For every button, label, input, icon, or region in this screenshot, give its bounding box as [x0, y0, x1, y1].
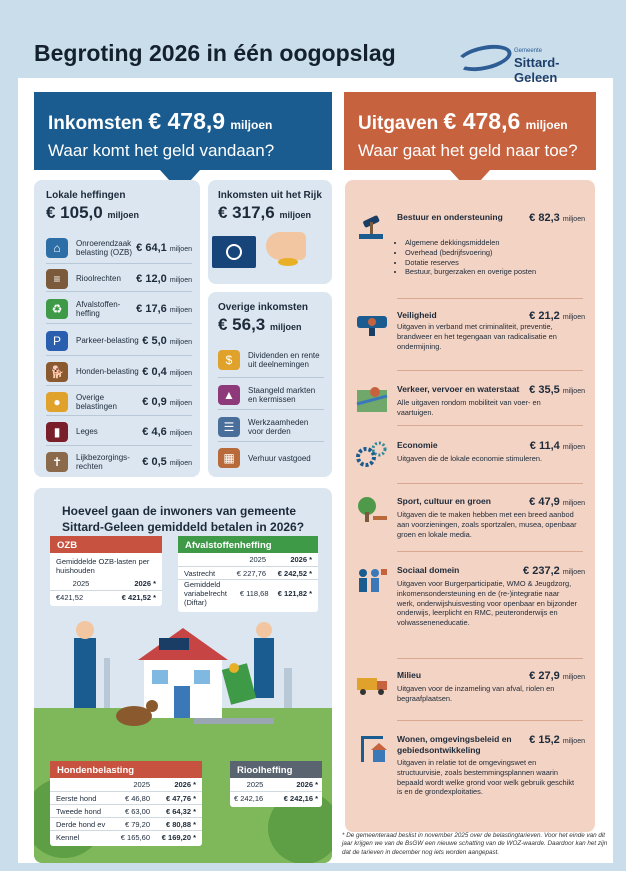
divider [397, 483, 583, 484]
spending-bullet: • Dotatie reserves [405, 258, 577, 268]
logo-name: Sittard-Geleen [514, 55, 560, 85]
other-income-row [218, 412, 324, 442]
spending-value: € 237,2 [523, 565, 560, 577]
levy-row [46, 266, 192, 292]
passport-icon: ▮ [46, 422, 68, 442]
other-income-row [218, 342, 324, 378]
income-question: Waar komt het geld vandaan? [48, 141, 275, 160]
ozb-card-title: OZB [50, 536, 162, 553]
dog-row-2026: € 47,76 * [165, 793, 196, 803]
clipboard-icon: ☰ [218, 417, 240, 437]
spending-unit: miljoen [562, 569, 585, 576]
spending-item [353, 384, 585, 428]
levy-row [46, 326, 192, 356]
spending-item [353, 734, 585, 814]
residents-panel [34, 488, 332, 863]
park-tree-icon [355, 496, 389, 526]
spending-title: Verkeer, vervoer en waterstaat [397, 384, 520, 394]
levy-row [46, 294, 192, 324]
dog-row-2025: € 79,20 [124, 819, 150, 829]
sewer-levy-title: Rioolheffing [230, 761, 322, 778]
waste-row-label: Gemiddeld variabelrecht (Diftar) [184, 580, 227, 607]
other-income-amount: € 56,3 [218, 315, 266, 334]
spending-desc: Uitgaven in verband met criminaliteit, preventie, brandweer en het tegengaan van radicalisatie en ondermijning. [397, 322, 557, 351]
spending-unit: miljoen [562, 674, 585, 681]
sewer-value-2025: € 242,16 [234, 793, 264, 803]
divider [397, 720, 583, 721]
divider [397, 658, 583, 659]
dog-row-label: Eerste hond [56, 793, 97, 803]
sewer-icon: ≡ [46, 269, 68, 289]
spending-item [353, 670, 585, 720]
spending-desc: Alle uitgaven rondom mobiliteit van voer- en vaartuigen. [397, 398, 541, 417]
spending-desc: Uitgaven in relatie tot de omgevingswet en structuurvisie, zoals bestemmingsplannen waarin bepaald wordt welke grond voor welk gebruik geschikt is en de grondexploitaties. [397, 758, 575, 797]
waste-year-2025: 2025 [249, 555, 266, 564]
spending-value: € 35,5 [529, 384, 560, 396]
levy-label: Onroerendzaak belasting (OZB) [76, 238, 133, 257]
sewer-value-2026: € 242,16 * [283, 793, 318, 803]
gavel-icon [355, 212, 389, 242]
dividend-chart-icon: $ [218, 350, 240, 370]
waste-year-2026: 2026 * [290, 555, 312, 564]
security-camera-icon [355, 310, 389, 340]
spending-value: € 82,3 [529, 212, 560, 224]
spending-item [353, 496, 585, 568]
dog-row-2026: € 169,20 * [161, 832, 196, 842]
waste-row-2025: € 227,76 [236, 568, 266, 578]
garbage-truck-icon [355, 670, 389, 700]
spending-item [353, 212, 585, 302]
levy-value: € 4,6 [142, 425, 167, 438]
spending-label: Uitgaven [358, 113, 439, 134]
divider [397, 551, 583, 552]
spending-value: € 47,9 [529, 496, 560, 508]
divider [397, 298, 583, 299]
spending-desc: Uitgaven voor Burgerparticipatie, WMO & Jeugdzorg, inkomensondersteuning en de (re-)integratie naar werk, onderwijshuisvesting voor openbaar en bijzonder onderwijs, leerplicht en RMC, peuteronderwijs en volwasseneneducatie. [397, 579, 577, 628]
levy-unit: miljoen [169, 399, 192, 407]
levy-label: Rioolrechten [76, 274, 121, 283]
spending-unit: miljoen [562, 388, 585, 395]
spending-title: Sociaal domein [397, 565, 460, 575]
dog-row-label: Tweede hond [56, 806, 102, 816]
waste-row-2026: € 242,52 * [277, 568, 312, 578]
levy-unit: miljoen [169, 460, 192, 467]
state-income-amount: € 317,6 [218, 203, 275, 222]
spending-value: € 21,2 [529, 310, 560, 322]
spending-unit: miljoen [562, 444, 585, 451]
waste-levy-title: Afvalstoffenheffing [178, 536, 318, 553]
map-pin-icon [355, 384, 389, 414]
parking-icon: P [46, 331, 68, 351]
dog-tax-card [50, 761, 202, 846]
spending-title: Milieu [397, 670, 422, 680]
government-emblem-icon [212, 236, 256, 268]
spending-bullets [397, 238, 577, 277]
house-icon: ⌂ [46, 238, 68, 258]
other-income-title: Overige inkomsten [218, 302, 309, 313]
logo-subtitle: Gemeente [514, 48, 543, 54]
spending-desc: Uitgaven die te maken hebben met een breed aanbod aan voorzieningen, zoals sportzalen, musea, openbaar groen en lokale media. [397, 510, 577, 539]
dog-row-label: Derde hond ev [56, 819, 106, 829]
spending-item [353, 440, 585, 480]
spending-value: € 11,4 [529, 440, 560, 452]
other-income-panel [208, 292, 332, 477]
bin-icon: ♻ [46, 299, 68, 319]
income-label: Inkomsten [48, 113, 144, 134]
local-levies-title: Lokale heffingen [46, 190, 126, 201]
spending-unit: miljoen [562, 314, 585, 321]
ozb-year-2025: 2025 [72, 579, 90, 588]
other-income-row [218, 380, 324, 410]
footnote: * De gemeenteraad beslist in november 2025 over de belastingtarieven. Voor het einde van dit jaar krijgen we van de BsGW een nieuwe schatting van de WOZ-waarde. Daardoor kan het zijn dat de tarieven in december nog iets worden aangepast. [342, 832, 608, 856]
other-income-label: Verhuur vastgoed [248, 453, 311, 463]
state-income-title: Inkomsten uit het Rijk [218, 190, 322, 201]
levy-unit: miljoen [169, 245, 192, 253]
rental-building-icon: ▦ [218, 448, 240, 468]
municipality-logo [456, 42, 596, 85]
sewer-year-2025: 2025 [246, 780, 264, 789]
divider [397, 370, 583, 371]
levy-value: € 17,6 [136, 302, 167, 315]
state-income-unit: miljoen [279, 210, 311, 220]
other-income-unit: miljoen [270, 322, 302, 332]
other-income-row [218, 444, 324, 472]
levy-label: Parkeer-belasting [76, 336, 139, 345]
dog-row-2025: € 63,00 [124, 806, 150, 816]
ozb-value-2025: €421,52 [56, 592, 84, 602]
logo-swoosh-icon [454, 40, 514, 75]
other-income-label: Dividenden en rente uit deelnemingen [248, 350, 320, 369]
levy-row [46, 388, 192, 416]
levy-label: Overige belastingen [76, 392, 117, 411]
levy-label: Honden-belasting [76, 367, 139, 376]
levy-value: € 0,5 [142, 456, 167, 468]
dog-year-2026: 2026 * [174, 780, 196, 789]
levy-value: € 64,1 [136, 241, 167, 254]
spending-desc: Uitgaven die de lokale economie stimuleren. [397, 454, 543, 463]
spending-item [353, 565, 585, 665]
dog-row-2026: € 64,32 * [165, 806, 196, 816]
local-levies-panel [34, 180, 200, 477]
levy-value: € 12,0 [136, 272, 167, 285]
local-levies-amount: € 105,0 [46, 203, 103, 222]
dog-row-2026: € 80,88 * [165, 819, 196, 829]
hand-icon [266, 232, 306, 260]
local-levies-unit: miljoen [107, 210, 139, 220]
income-unit: miljoen [230, 118, 273, 132]
waste-row-label: Vastrecht [184, 568, 216, 578]
spending-title: Veiligheid [397, 310, 437, 320]
levy-unit: miljoen [169, 306, 192, 314]
grave-icon: ✝ [46, 452, 68, 472]
levy-label: Leges [76, 427, 98, 436]
other-income-label: Werkzaamheden voor derden [248, 417, 309, 436]
dog-row-2025: € 46,80 [124, 793, 150, 803]
spending-title: Bestuur en ondersteuning [397, 212, 503, 222]
levy-value: € 0,9 [142, 395, 167, 408]
levy-row [46, 358, 192, 386]
page-title: Begroting 2026 in één oogopslag [34, 40, 396, 66]
dog-row-label: Kennel [56, 832, 80, 842]
spending-value: € 15,2 [529, 734, 560, 746]
ozb-card [50, 536, 162, 606]
levy-row [46, 418, 192, 446]
levy-unit: miljoen [169, 276, 192, 284]
levy-value: € 5,0 [142, 334, 167, 347]
residents-title: Hoeveel gaan de inwoners van gemeente Sittard-Geleen gemiddeld betalen in 2026? [62, 504, 305, 534]
sewer-year-2026: 2026 * [296, 780, 318, 789]
spending-title: Sport, cultuur en groen [397, 496, 491, 506]
crane-house-icon [355, 734, 389, 764]
dog-year-2025: 2025 [133, 780, 150, 789]
ozb-label: Gemiddelde OZB-lasten per huishouden [56, 557, 150, 575]
state-income-panel [208, 180, 332, 284]
coins-icon: ● [46, 392, 68, 412]
spending-unit: miljoen [525, 118, 568, 132]
spending-value: € 27,9 [529, 670, 560, 682]
circus-tent-icon: ▲ [218, 385, 240, 405]
levy-row [46, 232, 192, 264]
dog-tax-title: Hondenbelasting [50, 761, 202, 778]
spending-title: Wonen, omgevingsbeleid en gebiedsontwikkeling [397, 734, 512, 755]
levy-unit: miljoen [169, 338, 192, 346]
levy-unit: miljoen [169, 369, 192, 377]
levy-row [46, 448, 192, 476]
spending-amount: € 478,6 [443, 108, 521, 134]
dog-row-2025: € 165,60 [120, 832, 150, 842]
spending-panel [345, 180, 595, 832]
spending-bullet: • Overhead (bedrijfsvoering) [405, 248, 577, 258]
ozb-year-2026: 2026 * [134, 579, 156, 588]
waste-levy-card [178, 536, 318, 612]
coin-icon [278, 258, 298, 266]
income-header [34, 92, 332, 170]
levy-label: Afvalstoffen-heffing [76, 299, 121, 318]
gears-icon [355, 440, 389, 470]
spending-header [344, 92, 596, 170]
other-income-label: Staangeld markten en kermissen [248, 385, 316, 404]
income-amount: € 478,9 [148, 108, 226, 134]
levy-unit: miljoen [169, 429, 192, 437]
spending-desc: Uitgaven voor de inzameling van afval, riolen en begraafplaatsen. [397, 684, 555, 703]
ozb-value-2026: € 421,52 * [121, 592, 156, 602]
dog-icon: 🐕 [46, 362, 68, 382]
levy-value: € 0,4 [142, 365, 167, 378]
spending-bullet: • Bestuur, burgerzaken en overige posten [405, 267, 577, 277]
spending-item [353, 310, 585, 370]
waste-row-2025: € 118,68 [239, 589, 269, 598]
divider [397, 425, 583, 426]
levy-label: Lijkbezorgings-rechten [76, 453, 130, 471]
spending-question: Waar gaat het geld naar toe? [358, 141, 578, 160]
spending-unit: miljoen [562, 216, 585, 223]
waste-row-2026: € 121,82 * [277, 589, 312, 598]
sewer-levy-card [230, 761, 322, 807]
spending-title: Economie [397, 440, 438, 450]
spending-bullet: • Algemene dekkingsmiddelen [405, 238, 577, 248]
spending-unit: miljoen [562, 500, 585, 507]
people-icon [355, 565, 389, 595]
spending-unit: miljoen [562, 738, 585, 745]
